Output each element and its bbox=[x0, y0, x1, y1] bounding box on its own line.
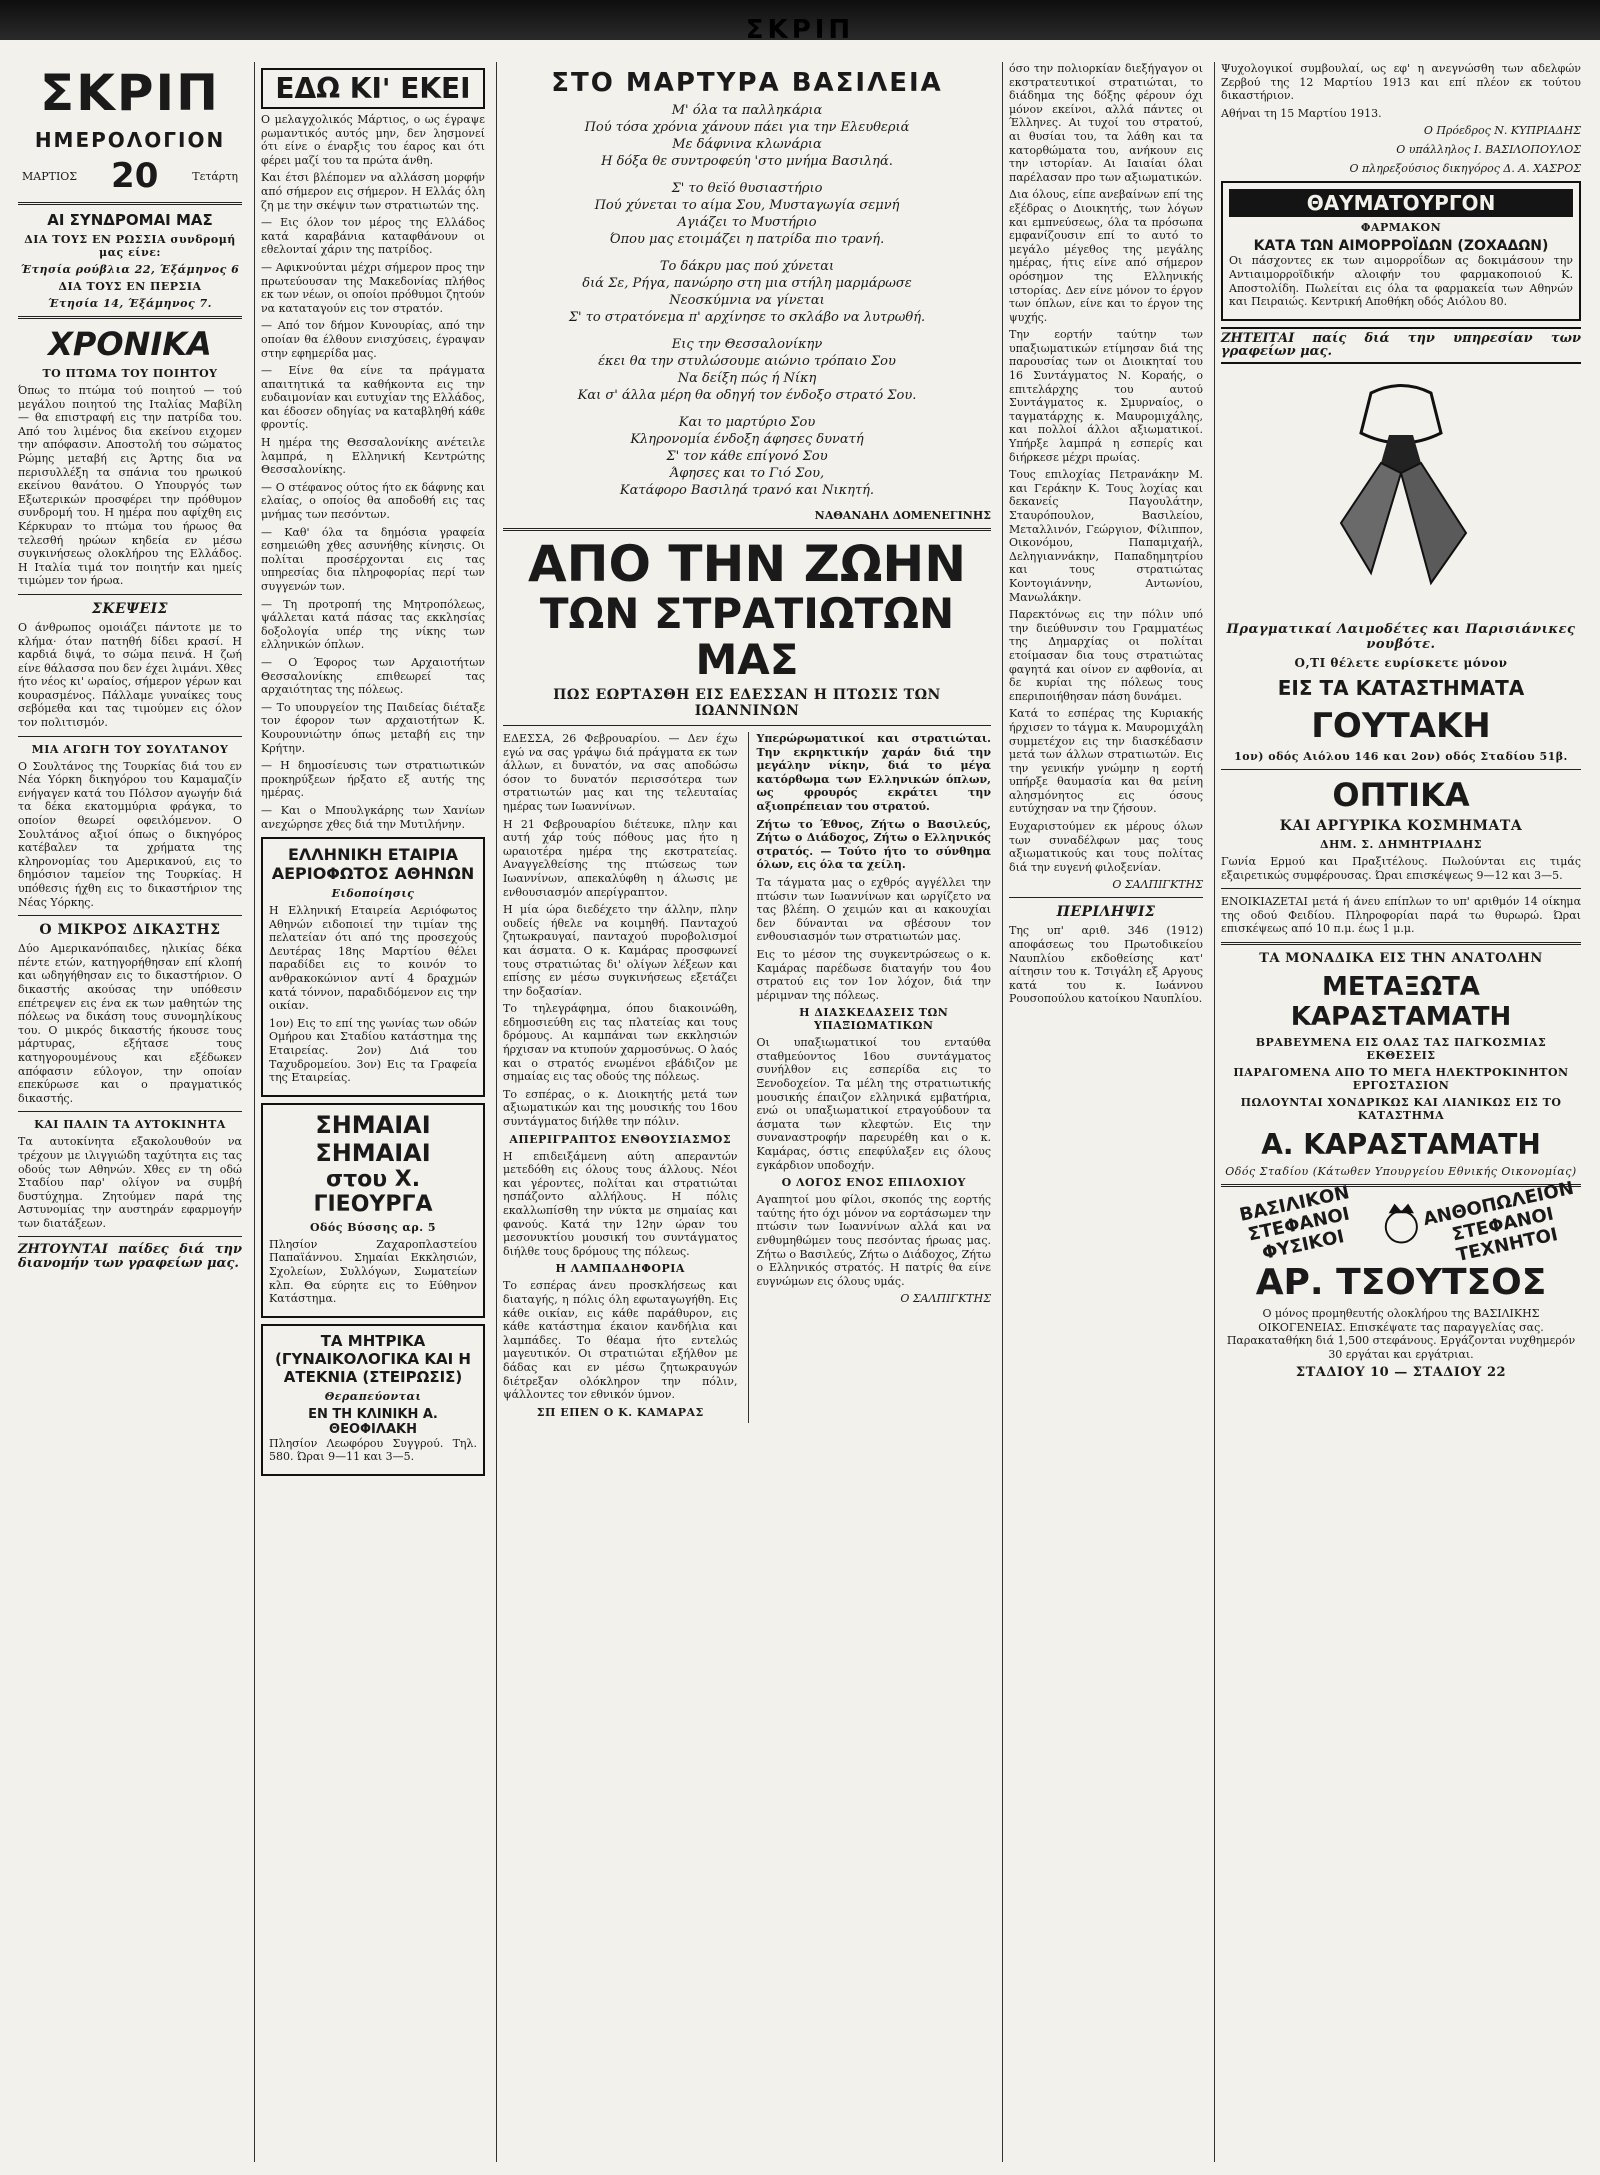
silk-ad-line: ΠΑΡΑΓΟΜΕΝΑ ΑΠΟ ΤΟ ΜΕΓΑ ΗΛΕΚΤΡΟΚΙΝΗΤΟΝ ΕΡΓΟΣΤΑΣΙΟΝ bbox=[1233, 1065, 1569, 1092]
ad-address: Οδός Βύσσης αρ. 5 bbox=[309, 1220, 437, 1234]
poem-line: Κληρονομία ένδοξη άφησες δυνατή bbox=[630, 432, 864, 447]
article-heading: ΠΕΡΙΛΗΨΙΣ bbox=[1056, 904, 1156, 921]
florist-text: Ο μόνος προμηθευτής ολοκλήρου της ΒΑΣΙΛΙΚΗΣ ΟΙΚΟΓΕΝΕΙΑΣ. Επισκέψατε τας παραγγελίας σας. Παρακαταθήκη διά 1,500 στεφάνους. Εργάζονται νυχθημερόν 30 εργάται και εργάτριαι. bbox=[1226, 1306, 1576, 1361]
ad-text: Οι πάσχοντες εκ των αιμορροΐδων ας δοκιμάσουν την Αντιαιμορροϊδικήν αλοιφήν του φαρμακοποιού Κ. Αποστολίδη. Πωλείται εις όλα τα φαρμακεία των Αθηνών και Πειραιώς. Κεντρική Αποθήκη οδός Αιόλου 80. bbox=[1229, 254, 1573, 309]
article-text: Ο Σουλτάνος της Τουρκίας διά του εν Νέα Υόρκη δικηγόρου του Καμαμαζίν ενήγαγεν κατά του Πόλσον αγωγήν διά τα δέκα εκατομμύρια φράγκα, το οποίον θεωρεί οφειλόμενον. Ο Σουλτάνος αξιοί όπως ο δικηγόρος κατέβαλεν τα χρήματα της κληρονομίας του Αμερικανού, εις το δημόσιον ταμείον της Τουρκίας. Η υπόθεσις ήχθη εις το δικαστήριον της Νέας Υόρκης. bbox=[18, 759, 242, 909]
article-text: — Καθ' όλα τα δημόσια γραφεία εσημειώθη χθες ασυνήθης κίνησις. Οι πολίται προσέρχονται εις τας υπηρεσίας δια πληροφορίας περί των συγγενών των. bbox=[261, 525, 485, 593]
subscriptions-line: ΔΙΑ ΤΟΥΣ ΕΝ ΡΩΣΣΙΑ συνδρομή μας είνε: bbox=[24, 233, 236, 259]
poem-line: Αγιάζει το Μυστήριο bbox=[677, 215, 817, 230]
ad-text: 1ον) Εις το επί της γωνίας των οδών Ομήρου και Σταδίου κατάστημα της Εταιρείας. 2ον) Διά του Ταχυδρομείου. 3ον) Εις τα Γραφεία της Εταιρείας. bbox=[269, 1016, 477, 1085]
article-heading: Ο ΜΙΚΡΟΣ ΔΙΚΑΣΤΗΣ bbox=[39, 922, 221, 939]
silk-ad-title: ΜΕΤΑΞΩΤΑ ΚΑΡΑΣΤΑΜΑΤΗ bbox=[1290, 971, 1512, 1032]
poem-line: Το δάκρυ μας πού χύνεται bbox=[659, 259, 835, 274]
newspaper-title: ΣΚΡΙΠ bbox=[40, 64, 220, 122]
article-text: Κατά το εσπέρας της Κυριακής ήρχισεν το τάγμα κ. Μαυρομιχάλη συμμετέχον εις την διασκέδασιν μετά των άλλων στρατιωτών. Εις την γενικήν γνώμην η εορτή υπήρξε θαυμασία και θα μείνη αλησμόνητος εις όσους ευτύχησαν να την ζήσουν. bbox=[1009, 707, 1203, 816]
poem-title: ΣΤΟ ΜΑΡΤΥΡΑ ΒΑΣΙΛΕΙΑ bbox=[551, 68, 943, 98]
silk-ad-address: Οδός Σταδίου (Κάτωθεν Υπουργείου Εθνικής Οικονομίας) bbox=[1225, 1164, 1577, 1178]
poem-line: Σ' το θεϊό θυσιαστήριο bbox=[671, 181, 823, 196]
silk-ad-heading: ΤΑ ΜΟΝΑΔΙΚΑ ΕΙΣ ΤΗΝ ΑΝΑΤΟΛΗΝ bbox=[1259, 950, 1543, 966]
ad-title: ΤΑ ΜΗΤΡΙΚΑ (ΓΥΝΑΙΚΟΛΟΓΙΚΑ ΚΑΙ Η ΑΤΕΚΝΙΑ (ΣΤΕΙΡΩΣΙΣ) bbox=[275, 1331, 471, 1386]
ad-heading: ΚΑΤΑ ΤΩΝ ΑΙΜΟΡΡΟΪΔΩΝ (ΖΟΧΑΔΩΝ) bbox=[1253, 238, 1549, 255]
florist-name: ΑΡ. ΤΣΟΥΤΣΟΣ bbox=[1255, 1261, 1547, 1303]
ad-title: ΘΑΥΜΑΤΟΥΡΓΟΝ bbox=[1229, 189, 1573, 217]
article-text: Παρεκτόνως εις την πόλιν υπό την διεύθυνσιν του Γραμματέως της Δημαρχίας οι πολίται ετοίμασαν δια τους στρατιώτας φαγητά και οίνον εν αφθονία, αι δε κυρίαι της πόλεως τους επεριποιήθησαν πάση δυνάμει. bbox=[1009, 608, 1203, 703]
shop-address: 1ον) οδός Αιόλου 146 και 2ον) οδός Σταδίου 51β. bbox=[1234, 749, 1568, 763]
ad-text: Γωνία Ερμού και Πραξιτέλους. Πωλούνται εις τιμάς εξαιρετικώς συμφέρουσας. Ώραι επισκέψεως 9—12 και 3—5. bbox=[1221, 854, 1581, 882]
article-text: Το εσπέρας άνευ προσκλήσεως και διαταγής, η πόλις όλη εφωταγωγήθη. Εις κάθε οικίαν, εις κάθε παράθυρον, εις κάθε κατάστημα έκαιον κανδήλια και λαμπάδες. Το θέαμα ήτο εντελώς μαγευτικόν. Οι στρατιώται εξήλθον με δάδας και εν μέσω ζητωκραυγών διέτρεξαν ολόκληρον την πόλιν, ψάλλοντες τον εθνικόν ύμνον. bbox=[503, 1279, 738, 1402]
article-two-column bbox=[503, 732, 991, 1423]
article-text: Δύο Αμερικανόπαιδες, ηλικίας δέκα πέντε ετών, κατηγορήθησαν επί κλοπή και ωδηγήθησαν εις το δικαστήριον. Ο δικαστής ακούσας την υπόθεσιν επέτρεψεν εις ένα εκ των μαθητών της πόλεως να δικάση τους συνομηλίκους του. Ο μικρός δικαστής ήκουσε τους μάρτυρας, εξήτασε τους κατηγορουμένους και εξέδωκεν απόφασιν εύλογον, την οποίαν επεκύρωσε και ο πραγματικός δικαστής. bbox=[18, 942, 242, 1105]
necktie-ad-line: Ο,ΤΙ θέλετε ευρίσκετε μόνον bbox=[1294, 655, 1508, 670]
article-text: — Το υπουργείον της Παιδείας διέταξε τον έφορον των αρχαιοτήτων Κ. Κουρουνιώτην όπως μεταβή εις την Κρήτην. bbox=[261, 700, 485, 755]
ad-text: Η Ελληνική Εταιρεία Αεριόφωτος Αθηνών ειδοποιεί την τιμίαν της πελατείαν ότι από της προσεχούς Δευτέρας 18ης Μαρτίου θέλει παραδίδει εις το κοινόν το ανθρακοκώνιον αντί 4 δραχμών κατά τόννον, παραδιδόμενον εις την οικίαν. bbox=[269, 904, 477, 1013]
ad-shop-name: στου Χ. ΓΙΕΟΥΡΓΑ bbox=[313, 1166, 433, 1217]
article-text: Οι υπαξιωματικοί του ενταύθα σταθμεύοντος 16ου συντάγματος συνήλθον εις εσπερίδα εις το Ξενοδοχείον. Τα μέλη της στρατιωτικής μουσικής έπαιζον ελληνικά εμβατήρια, ενώ οι υπαξιωματικοί ετραγούδουν τα άσματα των κλεφτών. Εις την συναναστροφήν παρευρέθη και ο κ. Καμάρας, όστις επεφύλαξεν εις όλους εγκάρδιον υποδοχήν. bbox=[756, 1036, 991, 1172]
article-heading: Η ΔΙΑΣΚΕΔΑΣΕΙΣ ΤΩΝ ΥΠΑΞΙΩΜΑΤΙΚΩΝ bbox=[799, 1006, 949, 1033]
article-text: Η 21 Φεβρουαρίου διέτευκε, πλην και αυτή χάρ τούς πόθους μας ήτο η ωραιοτέρα ημέρα της εκστρατείας. Αναγγελθείσης της πτώσεως των Ιωαννίνων, απεκαλύφθη η άλωσις με ενθουσιασμόν απερίγραπτον. bbox=[503, 817, 738, 899]
florist-left-label: ΒΑΣΙΛΙΚΟΝ ΣΤΕΦΑΝΟΙ ΦΥΣΙΚΟΙ bbox=[1237, 1181, 1352, 1264]
article-text: Εις το μέσον της συγκεντρώσεως ο κ. Καμάρας παρέδωσε διαταγήν του 4ου στρατού εις τον 1ον λόχον, διά την μέριμναν της πόλεως. bbox=[756, 947, 991, 1002]
optics-title: ΟΠΤΙΚΑ bbox=[1332, 775, 1470, 814]
article-text: Η ημέρα της Θεσσαλονίκης ανέτειλε λαμπρά, η Ελληνική Κεντρώτης Θεσσαλονίκης. bbox=[261, 436, 485, 477]
ad-subtitle: ΦΑΡΜΑΚΟΝ bbox=[1360, 221, 1442, 235]
article-text: Ευχαριστούμεν εκ μέρους όλων των συναδέλφων μας τους αξιωματικούς και τους πολίτας διά την ευγενή φιλοξενίαν. bbox=[1009, 820, 1203, 874]
poem-line: Κατάφορο Βασιληά τρανό και Νικητή. bbox=[619, 483, 875, 498]
article-text: Υπερώρωματικοί και στρατιώται. Την εκρηκτικήν χαράν διά την μεγάλην νίκην, διά το μέγα κατόρθωμα των Ελληνικών όπλων, ως φρουρός εκράτει την αξιοπρέπειαν του στρατού. bbox=[756, 732, 991, 813]
silk-ad-line: ΠΩΛΟΥΝΤΑΙ ΧΟΝΔΡΙΚΩΣ ΚΑΙ ΛΙΑΝΙΚΩΣ ΕΙΣ ΤΟ ΚΑΤΑΣΤΗΜΑ bbox=[1240, 1095, 1562, 1122]
top-dark-strip bbox=[0, 0, 1600, 45]
poem-line: έκει θα την στυλώσουμε αιώνιο τρόπαιο Σου bbox=[598, 354, 896, 369]
newspaper-page bbox=[12, 62, 1588, 2162]
necktie-ad-line: Πραγματικαί Λαιμοδέτες και Παρισιάνικες νουβότε. bbox=[1226, 621, 1576, 652]
article-text: — Η δημοσίευσις των στρατιωτικών προκηρύξεων ήρξατο εξ αυτής της ημέρας. bbox=[261, 759, 485, 800]
poem-line: Πού χύνεται το αίμα Σου, Μυσταγωγία σεμνή bbox=[594, 198, 900, 213]
article-heading: ΜΙΑ ΑΓΩΓΗ ΤΟΥ ΣΟΥΛΤΑΝΟΥ bbox=[31, 742, 229, 756]
necktie-illustration bbox=[1221, 368, 1581, 618]
article-text: Το τηλεγράφημα, όπου διακοινώθη, εδημοσιεύθη εις τας πλατείας και τους δρόμους. Αι καμπάναι των εκκλησιών ήρχισαν να κτυπούν χαρμοσύνως. Ο λαός και ο στρατός ενωμένοι εβάδιζον με σημαίας εις τας οδούς της πόλεως. bbox=[503, 1002, 738, 1084]
pharmacy-ad bbox=[1221, 181, 1581, 320]
article-text: — Εις όλον τον μέρος της Ελλάδος κατά καραβάνια καταφθάνουν οι εθελονταί χάριν της πατρίδος. bbox=[261, 216, 485, 257]
masthead-strip: ΣΚΡΙΠ bbox=[745, 15, 855, 45]
optics-owner: ΔΗΜ. Σ. ΔΗΜΗΤΡΙΑΔΗΣ bbox=[1319, 837, 1483, 851]
article-heading: ΑΠΕΡΙΓΡΑΠΤΟΣ ΕΝΘΟΥΣΙΑΣΜΟΣ bbox=[509, 1132, 732, 1146]
article-text: — Αφικνούνται μέχρι σήμερον προς την πρωτεύουσαν της Μακεδονίας πλήθος εκ των νέων, οι οποίοι πρόθυμοι ζητούν να καταταγούν εις τον στρατόν. bbox=[261, 260, 485, 315]
article-text: Η επιδειξάμενη αύτη απεραντών μετεδόθη εις όλους τους άλλους. Νέοι και γέροντες, πολίται και στρατιώται ησπάζοντο αλλήλους. Η πόλις εκαλλωπίσθη την νύκτα με σημαίας και φανούς. Κατά την 12ην ώραν του μεσονυκτίου μουσική του συντάγματος διήλθε τους δρόμους της πόλεως. bbox=[503, 1149, 738, 1258]
article-text: όσο την πολιορκίαν διεξήγαγον οι εκστρατευτικοί στρατιώται, το διάδημα της δόξης φέρουν όχι μόνον εκείνοι, αλλά πάντες οι Έλληνες. Αι τυχοί του στρατού, αι θυσίαι του, τα λάθη και τα κατορθώματα του, ανήκουν εις την ιστορίαν. Αι Ιαιαίαι όλαι παρέλασαν προ των αξιωματικών. bbox=[1009, 62, 1203, 184]
article-text: Της υπ' αριθ. 346 (1912) αποφάσεως του Πρωτοδικείου Ναυπλίου εκδοθείσης κατ' αίτησιν του κ. Τσιγάλη εξ Αργους κατά του κ. Ιωάννου Ρουσοπούλου κατοίκου Ναυπλίου. bbox=[1009, 924, 1203, 1006]
date-weekday: Τετάρτη bbox=[192, 169, 238, 183]
poem-text bbox=[503, 102, 991, 499]
article-text: — Τη προτροπή της Μητροπόλεως, ψάλλεται κατά πάσας τας εκκλησίας δοξολογία υπέρ της νίκης των ελληνικών όπλων. bbox=[261, 597, 485, 652]
headline-second: ΤΩΝ ΣΤΡΑΤΙΩΤΩΝ ΜΑΣ bbox=[539, 589, 955, 684]
notice-date: Αθήναι τη 15 Μαρτίου 1913. bbox=[1221, 106, 1382, 120]
poem-line: διά Σε, Ρήγα, πανώρηο στη μια στήλη μαρμάρωσε bbox=[582, 276, 912, 291]
article-text: ΕΔΕΣΣΑ, 26 Φεβρουαρίου. — Δεν έχω εγώ να σας γράψω διά πράγματα εκ των άλλων, ει δυνατόν, να σας αποδώσω όσον το δυνατόν περισσότερα των στρατιωτών μας και της τελευταίας ημέρας των Ιωαννίνων. bbox=[503, 732, 738, 813]
poem-line: Νεοσκύμνια να γίνεται bbox=[669, 293, 825, 308]
headline-sub: ΠΩΣ ΕΩΡΤΑΣΘΗ ΕΙΣ ΕΔΕΣΣΑΝ Η ΠΤΩΣΙΣ ΤΩΝ ΙΩΑΝΝΙΝΩΝ bbox=[553, 687, 941, 719]
poem-line: Η δόξα θε συντροφεύη 'στο μνήμα Βασιληά. bbox=[601, 154, 893, 169]
column-4 bbox=[1002, 62, 1209, 2162]
ad-text: Πλησίον Ζαχαροπλαστείου Παπαϊάννου. Σημαίαι Εκκλησιών, Σχολείων, Συλλόγων, Σωματείων κλπ. Θα εύρητε εις το Εύθηνον Κατάστημα. bbox=[269, 1237, 477, 1306]
poem-line: Και το μαρτύριο Σου bbox=[678, 415, 816, 430]
wanted-notice: ΖΗΤΕΙΤΑΙ παίς διά την υπηρεσίαν των γραφείων μας. bbox=[1221, 327, 1581, 364]
article-text: Ζήτω το Έθνος, Ζήτω ο Βασιλεύς, Ζήτω ο Διάδοχος, Ζήτω ο Ελληνικός στρατός. — Τούτο ήτο το σύνθημα όλων, εις όλα τα χείλη. bbox=[756, 817, 991, 872]
headline-main: ΑΠΟ ΤΗΝ ΖΩΗΝ bbox=[527, 535, 967, 593]
flags-ad bbox=[261, 1103, 485, 1318]
poem-author: ΝΑΘΑΝΑΗΛ ΔΟΜΕΝΕΓΙΝΗΣ bbox=[814, 509, 991, 522]
poem-line: Άφησες και το Γιό Σου, bbox=[669, 466, 825, 481]
article-text: Το εσπέρας, ο κ. Διοικητής μετά των αξιωματικών και της μουσικής του 16ου συντάγματος διήλθε την πόλιν. bbox=[503, 1087, 738, 1129]
column-5 bbox=[1214, 62, 1587, 2162]
article-text: — Από τον δήμον Κυνουρίας, από την οποίαν θα έλθουν ενισχύσεις, έγραψαν στην εφημερίδα μας. bbox=[261, 319, 485, 360]
poem-line: Όπου μας ετοιμάζει η πατρίδα πιο τρανή. bbox=[609, 232, 885, 247]
article-heading: Ο ΛΟΓΟΣ ΕΝΟΣ ΕΠΙΛΟΧΙΟΥ bbox=[781, 1176, 966, 1190]
article-left-column bbox=[503, 732, 738, 1423]
gas-company-ad bbox=[261, 837, 485, 1097]
shop-heading: ΕΙΣ ΤΑ ΚΑΤΑΣΤΗΜΑΤΑ bbox=[1277, 675, 1525, 700]
notice-signature: Ο υπάλληλος Ι. ΒΑΣΙΛΟΠΟΥΛΟΣ bbox=[1396, 143, 1581, 157]
column-1 bbox=[12, 62, 248, 2162]
article-text: Δια όλους, είπε ανεβαίνων επί της εξέδρας ο Διοικητής, των λόγων και εμπνεύσεως, όλα τα πρόσωπα εμφανίζουσιν επί το αυτό το μεγάλο μέγεθος της μεγάλης ημέρας, ήτις είνε από σήμερον ορόσημον της Ελληνικής ιστορίας. Δεν είνε μόνον το έργον των όπλων, είνε και το έργον της ψυχής. bbox=[1009, 188, 1203, 324]
poem-line: Σ' τον κάθε επίγονό Σου bbox=[666, 449, 828, 464]
date-day: 20 bbox=[111, 156, 159, 196]
article-heading: ΚΑΙ ΠΑΛΙΝ ΤΑ ΑΥΤΟΚΙΝΗΤΑ bbox=[34, 1118, 226, 1132]
ad-clinic-name: ΕΝ ΤΗ ΚΛΙΝΙΚΗ Α. ΘΕΟΦΙΛΑΚΗ bbox=[308, 1406, 438, 1437]
date-block bbox=[18, 156, 242, 196]
ad-title: ΣΗΜΑΙΑΙ ΣΗΜΑΙΑΙ bbox=[315, 1110, 431, 1167]
column-3 bbox=[496, 62, 997, 2162]
wanted-notice: ΖΗΤΟΥΝΤΑΙ παίδες διά την διανομήν των γραφείων μας. bbox=[18, 1242, 242, 1272]
notice-signature: Ο πληρεξούσιος δικηγόρος Δ. Α. ΧΑΣΡΟΣ bbox=[1349, 162, 1581, 176]
article-heading: Η ΛΑΜΠΑΔΗΦΟΡΙΑ bbox=[555, 1262, 685, 1276]
article-text: — Ο στέφανος ούτος ήτο εκ δάφνης και ελαίας, ο οποίος θα αποδοθή εις τας μνήμας των πεσόντων. bbox=[261, 480, 485, 522]
poem-line: Να δείξη πώς ή Νίκη bbox=[677, 371, 817, 386]
shop-name: ΓΟΥΤΑΚΗ bbox=[1311, 705, 1491, 746]
article-byline: ΣΠ ΕΠΕΝ Ο Κ. ΚΑΜΑΡΑΣ bbox=[536, 1405, 704, 1419]
ad-subtitle: Ειδοποίησις bbox=[331, 887, 415, 901]
article-right-column bbox=[748, 732, 992, 1423]
article-text: Ο άνθρωπος ομοιάζει πάντοτε με το κλήμα· όταν πατηθή δίδει κρασί. Η καρδιά διψά, το σώμα πεινά. Η ζωή είνε θάλασσα που δεν έχει λιμάνι. Χθες ήτο νέος κι' ωραίος, σήμερον γέρων και κουρασμένος. Πάλλαμε γυναίκες τους σεβόμεθα και τας τιμούμεν εις όλον τον πολιτισμόν. bbox=[18, 620, 242, 730]
article-text: — Ο Έφορος των Αρχαιοτήτων Θεσσαλονίκης επιθεωρεί τας αρχαιότητας της πόλεως. bbox=[261, 655, 485, 697]
silk-ad-line: ΒΡΑΒΕΥΜΕΝΑ ΕΙΣ ΟΛΑΣ ΤΑΣ ΠΑΓΚΟΣΜΙΑΣ ΕΚΘΕΣΕΙΣ bbox=[1255, 1035, 1547, 1062]
article-text: Ο μελαγχολικός Μάρτιος, ο ως έγραψε ρωμαντικός αυτός μην, δεν λησμονεί ότι είνε ο έναρξις του έαρος και ότι φέρει μαζί του τα πρώτα άνθη. bbox=[261, 113, 485, 167]
subscriptions-line: Έτησία ρούβλια 22, Έξάμηνος 6 bbox=[20, 263, 240, 276]
article-text: Ψυχολογικοί συμβουλαί, ως εφ' η ανεγνώσθη των αδελφών Ζερβού της 12 Μαρτίου 1913 και επί πλέον εκ τούτου δικαστήριον. bbox=[1221, 62, 1581, 103]
poem-line: Με δάφνινα κλωνάρια bbox=[672, 137, 822, 152]
poem-line: Και σ' άλλα μέρη θα οδηγή τον ένδοξο στρατό Σου. bbox=[577, 388, 917, 403]
ad-text: Πλησίον Λεωφόρου Συγγρού. Τηλ. 580. Ώραι 9—11 και 3—5. bbox=[269, 1436, 477, 1464]
article-signature: Ο ΣΑΛΠΙΓΚΤΗΣ bbox=[900, 1292, 991, 1306]
poem-line: Μ' όλα τα παλληκάρια bbox=[671, 103, 823, 118]
article-heading: ΣΚΕΨΕΙΣ bbox=[91, 600, 169, 617]
ad-subtitle: Θεραπεύονται bbox=[324, 1389, 422, 1403]
article-text: Τα αυτοκίνητα εξακολουθούν να τρέχουν με ιλιγγιώδη ταχύτητα εις τας οδούς των Αθηνών. Χθες εν τη οδώ Σταδίου παρ' ολίγον να συμβή δυστύχημα. Ζητούμεν παρά της Αστυνομίας την αυστηράν εφαρμογήν των διατάξεων. bbox=[18, 1135, 242, 1230]
article-text: Όπως το πτώμα τού ποιητού — τού μεγάλου ποιητού της Ιταλίας Μαβίλη — θα επιστραφή εις την πατρίδα του. Από του λιμένος δια εκείνου ειχομεν την απόφασιν. Αποστολή του σώματος Ρώμης μεταβή εις Άρτης δια να περισυλλέξη τα σπάνια του ηρωικού εκείνου θανάτου. Ο Υπουργός των Εξωτερικών προσφέρει την πρόθυμον συνδρομή του. Η ημέρα που αφίχθη εις Κέρκυραν το πτώμα του ήρωος θα τελεσθή ηρώων κηδεία εν μέσω συγκινήσεως ολοκλήρου της Ελλάδος. Η Ιταλία τιμά τον ποιητήν και ημείς τιμώμεν τον ήρωα. bbox=[18, 384, 242, 588]
subscriptions-heading: ΑΙ ΣΥΝΔΡΟΜΑΙ ΜΑΣ bbox=[47, 211, 213, 229]
necktie-icon bbox=[1301, 373, 1501, 613]
article-text: — Και ο Μπουλγκάρης των Χανίων ανεχώρησε χθες διά την Μυτιλήνην. bbox=[261, 803, 485, 831]
article-text: Τα τάγματα μας ο εχθρός αγγέλλει την πτώσιν των Ιωαννίνων και ωργίζετο να τας βλέπη. Ο χειμών και αι κακουχίαι δεν δύνανται να σβέσουν τον ενθουσιασμόν των στρατιωτών μας. bbox=[756, 875, 991, 944]
article-text: Την εορτήν ταύτην των υπαξιωματικών ετίμησαν διά της παρουσίας των οι Διοικηταί του 16 Συντάγματος Ν. Κοραής, ο επιτελάρχης του αυτού Συντάγματος κ. Σμυρναίος, ο ταγματάρχης κ. Μαυρομιχάλης, και πολλοί άλλοι αξιωματικοί. Υπήρξε λαμπρά η εσπερίς και διήρκεσε μέχρι πρωίας. bbox=[1009, 328, 1203, 464]
article-text: Τους επιλοχίας Πετρανάκην Μ. και Γεράκην Κ. Τους λοχίας και δεκανείς Παγουλάτην, Σταυρόπουλον, Βασιλείου, Μεταλλινόν, Γεώργιον, Φίλιππον, Οικονόμου, Παπαμιχαήλ, Δεληγιαννάκην, Παπαδημητρίου και τους στρατιώτας Κοντογιάννην, Αντωνίου, Μανωλάκην. bbox=[1009, 468, 1203, 604]
article-text: Και έτσι βλέπομεν να αλλάσση μορφήν από σήμερον εις σήμερον. Η Ελλάς όλη ζη με την σκέψιν των στρατιωτών της. bbox=[261, 171, 485, 212]
royal-crest-icon bbox=[1377, 1199, 1426, 1249]
optics-subtitle: ΚΑΙ ΑΡΓΥΡΙΚΑ ΚΟΣΜΗΜΑΤΑ bbox=[1279, 817, 1523, 834]
article-heading: ΤΟ ΠΤΩΜΑ ΤΟΥ ΠΟΙΗΤΟΥ bbox=[42, 367, 218, 380]
article-signature: Ο ΣΑΛΠΙΓΚΤΗΣ bbox=[1112, 878, 1203, 892]
florist-ad bbox=[1221, 1177, 1581, 1266]
poem-line: Εις την Θεσσαλονίκην bbox=[671, 337, 823, 352]
poem-line: Πού τόσα χρόνια χάνουν πάει για την Ελευθεριά bbox=[584, 120, 910, 135]
silk-ad-name: Α. ΚΑΡΑΣΤΑΜΑΤΗ bbox=[1261, 1127, 1541, 1161]
section-title-edo-ki-ekei: ΕΔΩ ΚΙ' ΕΚΕΙ bbox=[261, 68, 485, 109]
subscriptions-line: Έτησία 14, Έξάμηνος 7. bbox=[48, 297, 212, 310]
article-text: Η μία ώρα διεδέχετο την άλλην, πλην ουδείς ήθελε να κοιμηθή. Πανταχού ζητωκραυγαί, πανταχού πυροβολισμοί και άσματα. Ο κ. Καμάρας προσφωνεί τους στρατιώτας δι' ολίγων λέξεων και επίσης εν μέσω συγκινήσεως εξετάζει την δοξασίαν. bbox=[503, 903, 738, 998]
poem-line: Σ' το στρατόνεμα π' αρχίνησε το σκλάβο να λυτρωθή. bbox=[568, 310, 926, 325]
article-text: Αγαπητοί μου φίλοι, σκοπός της εορτής ταύτης ήτο όχι μόνον να εορτάσωμεν την πτώσιν των Ιωαννίνων αλλά και να ενθυμηθώμεν τους πεσόντας ήρωας μας. Ζήτω ο Βασιλεύς, Ζήτω ο Διάδοχος, Ζήτω ο Ελληνικός στρατός. Η πατρίς θα είνε ευγνώμων εις όλους υμάς. bbox=[756, 1193, 991, 1288]
rent-notice: ΕΝΟΙΚΙΑΖΕΤΑΙ μετά ή άνευ επίπλων το υπ' αριθμόν 14 οίκημα της οδού Φειδίου. Πληροφορίαι παρά τω θυρωρώ. Ώραι επισκέψεως από 10 π.μ. έως 1 μ.μ. bbox=[1221, 895, 1581, 936]
calendar-heading: ΗΜΕΡΟΛΟΓΙΟΝ bbox=[34, 128, 226, 152]
clinic-ad bbox=[261, 1324, 485, 1476]
date-month: ΜΑΡΤΙΟΣ bbox=[22, 169, 78, 183]
notice-signature: Ο Πρόεδρος Ν. ΚΥΠΡΙΑΔΗΣ bbox=[1423, 124, 1581, 138]
florist-address: ΣΤΑΔΙΟΥ 10 — ΣΤΑΔΙΟΥ 22 bbox=[1295, 1365, 1507, 1381]
florist-right-label: ΑΝΘΟΠΩΛΕΙΟΝ ΣΤΕΦΑΝΟΙ ΤΕΧΝΗΤΟΙ bbox=[1421, 1177, 1576, 1266]
column-2 bbox=[254, 62, 491, 2162]
ad-title: ΕΛΛΗΝΙΚΗ ΕΤΑΙΡΙΑ ΑΕΡΙΟΦΩΤΟΣ ΑΘΗΝΩΝ bbox=[271, 845, 475, 884]
section-title-chronika: ΧΡΟΝΙΚΑ bbox=[48, 325, 212, 363]
subscriptions-line: ΔΙΑ ΤΟΥΣ ΕΝ ΠΕΡΣΙΑ bbox=[58, 280, 202, 293]
article-text: — Είνε θα είνε τα πράγματα απαιτητικά τα καθήκοντα εις την ευδαιμονίαν και ευτυχίαν της Ελλάδος, και έδοσεν οδηγίας να καταβληθή κάθε φροντίς. bbox=[261, 364, 485, 432]
